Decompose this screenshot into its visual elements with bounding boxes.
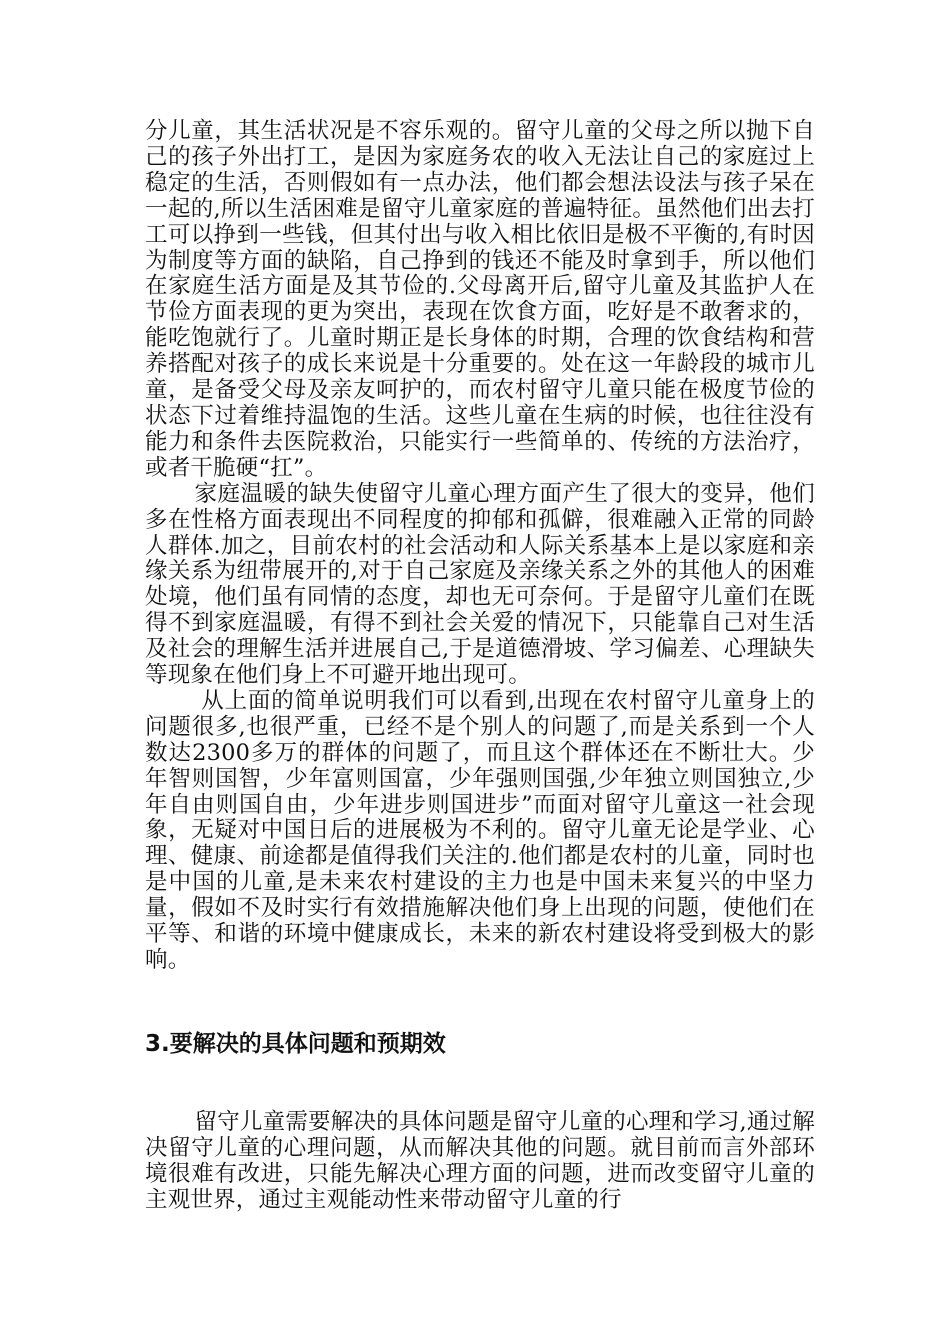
section-heading: 3.要解决的具体问题和预期效 [145, 1031, 446, 1057]
paragraph-specific-problems: 留守儿童需要解决的具体问题是留守儿童的心理和学习,通过解决留守儿童的心理问题，从而解决其他的问题。就目前而言外部环境很难有改进，只能先解决心理方面的问题，进而改变留守儿童的主观世界，通过主观能动性来带动留守儿童的行 [145, 1109, 815, 1213]
body-text-section-2 [145, 1110, 815, 1214]
paragraph-family-warmth: 家庭温暖的缺失使留守儿童心理方面产生了很大的变异，他们多在性格方面表现出不同程度的抑郁和孤僻，很难融入正常的同龄人群体.加之，目前农村的社会活动和人际关系基本上是以家庭和亲缘关系为纽带展开的,对于自己家庭及亲缘关系之外的其他人的困难处境，他们虽有同情的态度，却也无可奈何。于是留守儿童们在既得不到家庭温暖，有得不到社会关爱的情况下，只能靠自己对生活及社会的理解生活并进展自己,于是道德滑坡、学习偏差、心理缺失等现象在他们身上不可避开地出现可。 [145, 480, 815, 689]
body-text-section [145, 119, 815, 974]
paragraph-living-conditions: 分儿童，其生活状况是不容乐观的。留守儿童的父母之所以抛下自己的孩子外出打工，是因为家庭务农的收入无法让自己的家庭过上稳定的生活，否则假如有一点办法，他们都会想法设法与孩子呆在一起的,所以生活困难是留守儿童家庭的普遍特征。虽然他们出去打工可以挣到一些钱，但其付出与收入相比依旧是极不平衡的,有时因为制度等方面的缺陷，自己挣到的钱还不能及时拿到手，所以他们在家庭生活方面是及其节俭的.父母离开后,留守儿童及其监护人在节俭方面表现的更为突出，表现在饮食方面，吃好是不敢奢求的，能吃饱就行了。儿童时期正是长身体的时期，合理的饮食结构和营养搭配对孩子的成长来说是十分重要的。处在这一年龄段的城市儿童，是备受父母及亲友呵护的，而农村留守儿童只能在极度节俭的状态下过着维持温饱的生活。这些儿童在生病的时候，也往往没有能力和条件去医院救治，只能实行一些简单的、传统的方法治疗，或者干脆硬“扛”。 [145, 118, 815, 481]
paragraph-summary: 从上面的简单说明我们可以看到,出现在农村留守儿童身上的问题很多,也很严重，已经不是个别人的问题了,而是关系到一个人数达2300多万的群体的问题了，而且这个群体还在不断壮大。少年智则国智，少年富则国富，少年强则国强,少年独立则国独立,少年自由则国自由，少年进步则国进步”而面对留守儿童这一社会现象，无疑对中国日后的进展极为不利的。留守儿童无论是学业、心理、健康、前途都是值得我们关注的.他们都是农村的儿童，同时也是中国的儿童,是未来农村建设的主力也是中国未来复兴的中坚力量，假如不及时实行有效措施解决他们身上出现的问题，使他们在平等、和谐的环境中健康成长，未来的新农村建设将受到极大的影响。 [145, 687, 815, 973]
